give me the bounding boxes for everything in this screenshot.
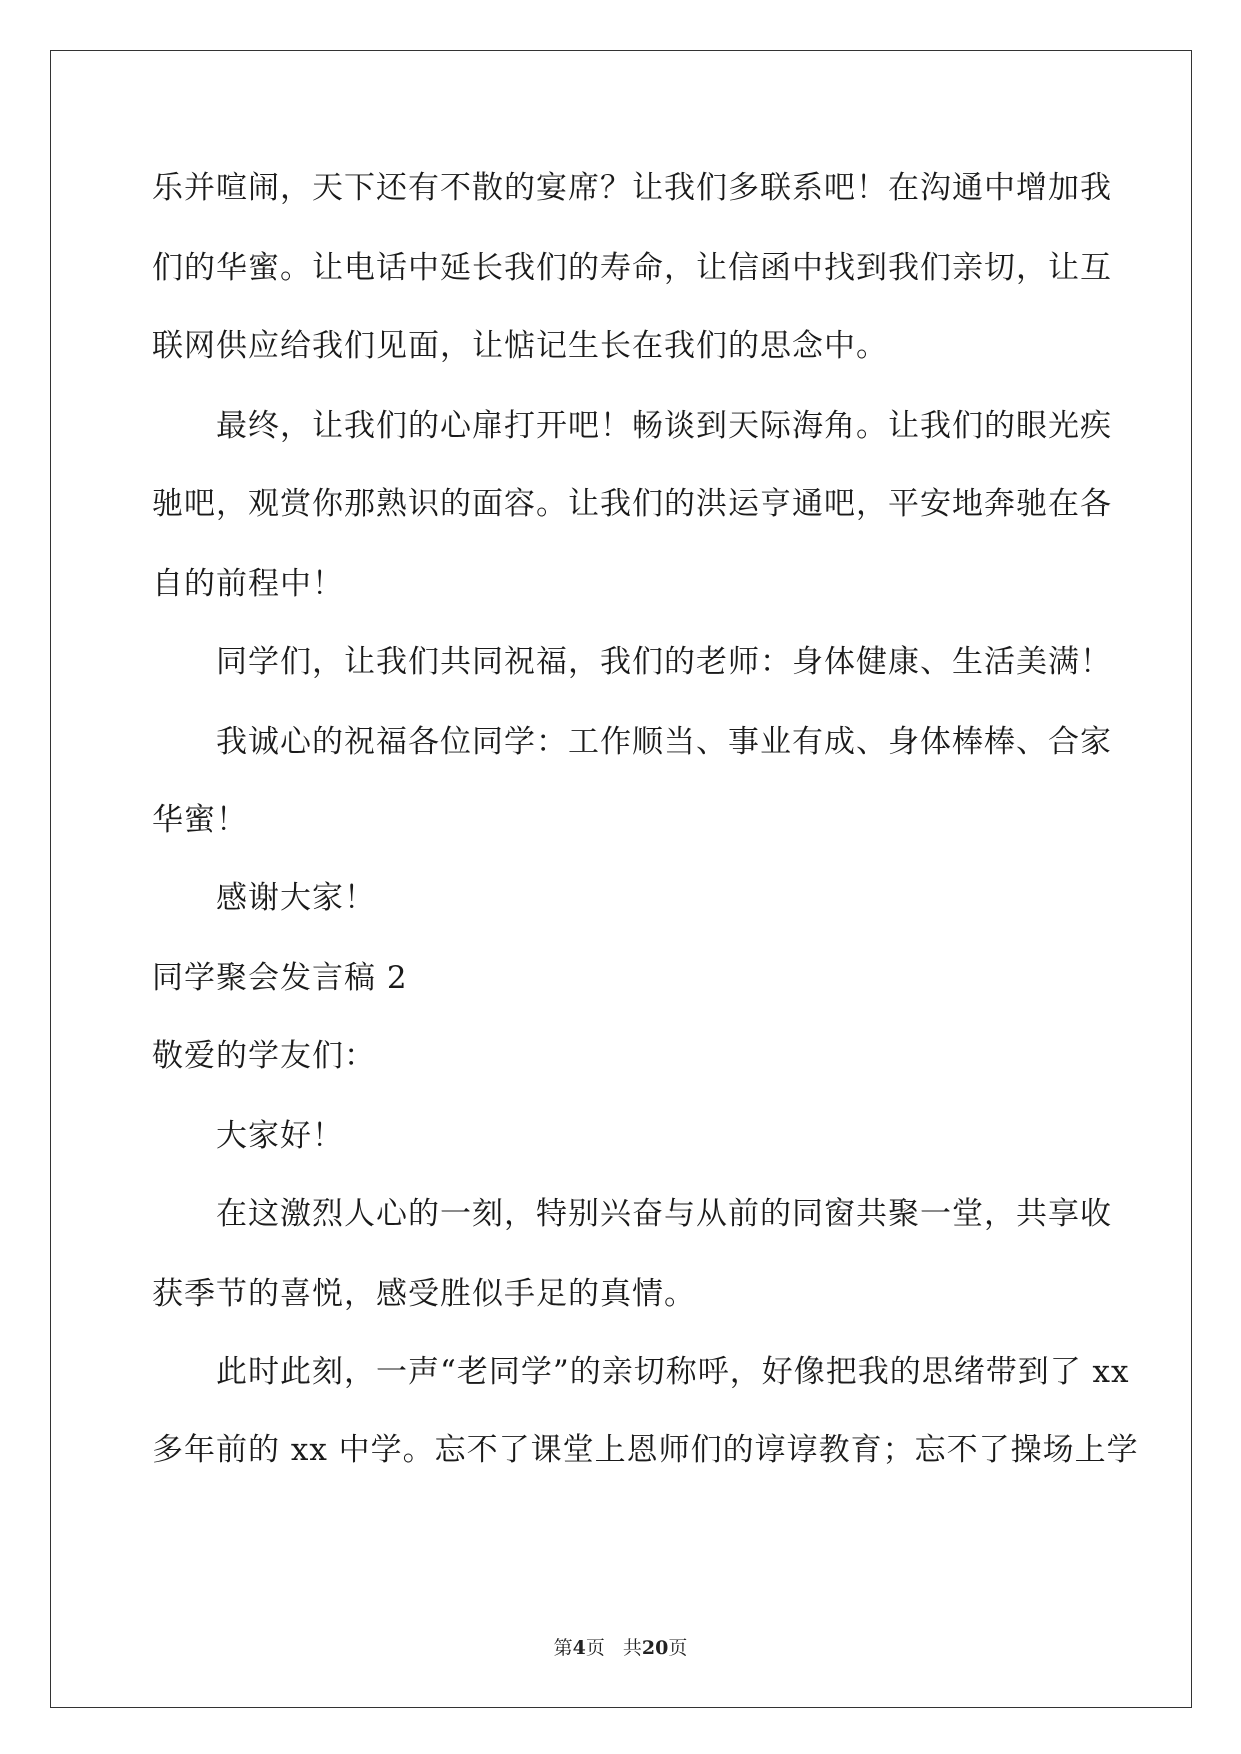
text-line: 乐并喧闹，天下还有不散的宴席？让我们多联系吧！在沟通中增加我 [152,170,1112,206]
footer-total-suffix: 页 [668,1637,688,1659]
text-line: 多年前的 xx 中学。忘不了课堂上恩师们的谆谆教育；忘不了操场上学 [152,1432,1139,1468]
text-line: 联网供应给我们见面，让惦记生长在我们的思念中。 [152,328,888,364]
text-line: 华蜜！ [152,802,248,838]
text-line: 同学们，让我们共同祝福，我们的老师：身体健康、生活美满！ [216,644,1112,680]
text-line: 们的华蜜。让电话中延长我们的寿命，让信函中找到我们亲切，让互 [152,250,1112,286]
text-line: 驰吧，观赏你那熟识的面容。让我们的洪运亨通吧，平安地奔驰在各 [152,486,1112,522]
total-page-count: 20 [641,1637,669,1659]
footer-total-prefix: 共 [622,1637,642,1659]
text-line: 感谢大家！ [216,880,376,916]
salutation: 敬爱的学友们： [152,1038,376,1074]
text-line: 我诚心的祝福各位同学：工作顺当、事业有成、身体棒棒、合家 [216,724,1112,760]
text-line: 获季节的喜悦，感受胜似手足的真情。 [152,1276,696,1312]
text-line: 在这激烈人心的一刻，特别兴奋与从前的同窗共聚一堂，共享收 [216,1196,1112,1232]
page-footer [0,1633,1241,1660]
text-line: 自的前程中！ [152,566,344,602]
greeting: 大家好！ [216,1118,344,1154]
current-page-number: 4 [572,1637,586,1659]
section-heading: 同学聚会发言稿 2 [152,960,408,996]
text-line: 此时此刻，一声“老同学”的亲切称呼，好像把我的思绪带到了 xx [216,1354,1130,1390]
footer-prefix: 第 [553,1637,573,1659]
footer-page-suffix: 页 [585,1637,605,1659]
text-line: 最终，让我们的心扉打开吧！畅谈到天际海角。让我们的眼光疾 [216,408,1112,444]
